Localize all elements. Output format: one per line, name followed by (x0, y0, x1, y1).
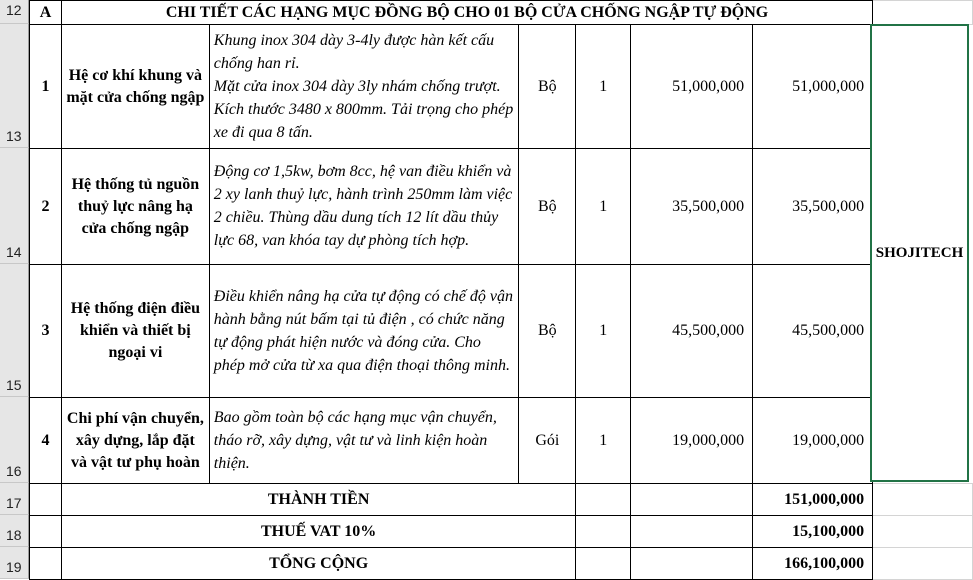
item-price[interactable]: 19,000,000 (631, 398, 753, 484)
item-unit[interactable]: Bộ (519, 149, 576, 265)
item-unit[interactable]: Bộ (519, 265, 576, 398)
item-total[interactable]: 19,000,000 (753, 398, 873, 484)
summary-label-total[interactable]: TỔNG CỘNG (61, 548, 575, 580)
item-no[interactable]: 1 (30, 25, 62, 149)
item-no[interactable]: 4 (30, 398, 62, 484)
summary-label-subtotal[interactable]: THÀNH TIỀN (61, 484, 575, 516)
table-row (30, 398, 973, 484)
empty-cell[interactable] (631, 516, 753, 548)
empty-cell[interactable] (873, 516, 973, 548)
item-name[interactable]: Hệ thống điện điều khiển và thiết bị ngoại vi (61, 265, 209, 398)
item-qty[interactable]: 1 (576, 149, 631, 265)
summary-row (30, 516, 973, 548)
spreadsheet-grid[interactable] (29, 0, 973, 580)
item-unit[interactable]: Bộ (519, 25, 576, 149)
empty-cell[interactable] (873, 1, 973, 25)
item-qty[interactable]: 1 (576, 398, 631, 484)
empty-cell[interactable] (30, 484, 62, 516)
item-qty[interactable]: 1 (576, 25, 631, 149)
item-unit[interactable]: Gói (519, 398, 576, 484)
empty-cell[interactable] (631, 484, 753, 516)
summary-value-total[interactable]: 166,100,000 (753, 548, 873, 580)
item-description[interactable]: Điều khiển nâng hạ cửa tự động có chế độ vận hành bằng nút bấm tại tủ điện , có chức năng tự động phát hiện nước và đóng cửa. Cho phép mở cửa từ xa qua điện thoại thông minh. (209, 265, 519, 398)
item-total[interactable]: 35,500,000 (753, 149, 873, 265)
item-description[interactable]: Bao gồm toàn bộ các hạng mục vận chuyển, tháo rỡ, xây dựng, vật tư và linh kiện hoàn thiện. (209, 398, 519, 484)
empty-cell[interactable] (576, 516, 631, 548)
table-row (30, 149, 973, 265)
row-header-18[interactable]: 18 (0, 515, 29, 547)
row-header-13[interactable]: 13 (0, 24, 29, 148)
summary-label-vat[interactable]: THUẾ VAT 10% (61, 516, 575, 548)
row-header-17[interactable]: 17 (0, 483, 29, 515)
row-header-15[interactable]: 15 (0, 264, 29, 397)
item-no[interactable]: 2 (30, 149, 62, 265)
summary-row (30, 548, 973, 580)
item-price[interactable]: 35,500,000 (631, 149, 753, 265)
empty-cell[interactable] (30, 516, 62, 548)
table-row (30, 265, 973, 398)
row-header-19[interactable]: 19 (0, 547, 29, 579)
item-description[interactable]: Động cơ 1,5kw, bơm 8cc, hệ van điều khiển và 2 xy lanh thuỷ lực, hành trình 250mm làm việc 2 chiều. Thùng dầu dung tích 12 lít dầu thủy lực 68, van khóa tay dự phòng tích hợp. (209, 149, 519, 265)
vendor-cell-selected[interactable] (870, 24, 969, 482)
item-description[interactable]: Khung inox 304 dày 3-4ly được hàn kết cấu chống han rỉ. Mặt cửa inox 304 dày 3ly nhám chống trượt. Kích thước 3480 x 800mm. Tải trọng cho phép xe đi qua 8 tấn. (209, 25, 519, 149)
col-a-header[interactable]: A (30, 1, 62, 25)
empty-cell[interactable] (631, 548, 753, 580)
table-title[interactable]: CHI TIẾT CÁC HẠNG MỤC ĐỒNG BỘ CHO 01 BỘ CỬA CHỐNG NGẬP TỰ ĐỘNG (61, 1, 872, 25)
item-name[interactable]: Hệ thống tủ nguồn thuỷ lực nâng hạ cửa chống ngập (61, 149, 209, 265)
table-row (30, 25, 973, 149)
item-price[interactable]: 45,500,000 (631, 265, 753, 398)
empty-cell[interactable] (576, 484, 631, 516)
item-total[interactable]: 51,000,000 (753, 25, 873, 149)
vendor-name: SHOJITECH (875, 244, 964, 261)
item-price[interactable]: 51,000,000 (631, 25, 753, 149)
row-header-14[interactable]: 14 (0, 148, 29, 264)
row-header-16[interactable]: 16 (0, 397, 29, 483)
item-total[interactable]: 45,500,000 (753, 265, 873, 398)
summary-row (30, 484, 973, 516)
item-name[interactable]: Chi phí vận chuyển, xây dựng, lắp đặt và vật tư phụ hoàn (61, 398, 209, 484)
item-no[interactable]: 3 (30, 265, 62, 398)
summary-value-subtotal[interactable]: 151,000,000 (753, 484, 873, 516)
empty-cell[interactable] (30, 548, 62, 580)
empty-cell[interactable] (873, 548, 973, 580)
summary-value-vat[interactable]: 15,100,000 (753, 516, 873, 548)
table-row (30, 1, 973, 25)
item-name[interactable]: Hệ cơ khí khung và mặt cửa chống ngập (61, 25, 209, 149)
empty-cell[interactable] (873, 484, 973, 516)
row-header-12[interactable]: 12 (0, 0, 29, 24)
empty-cell[interactable] (576, 548, 631, 580)
item-qty[interactable]: 1 (576, 265, 631, 398)
